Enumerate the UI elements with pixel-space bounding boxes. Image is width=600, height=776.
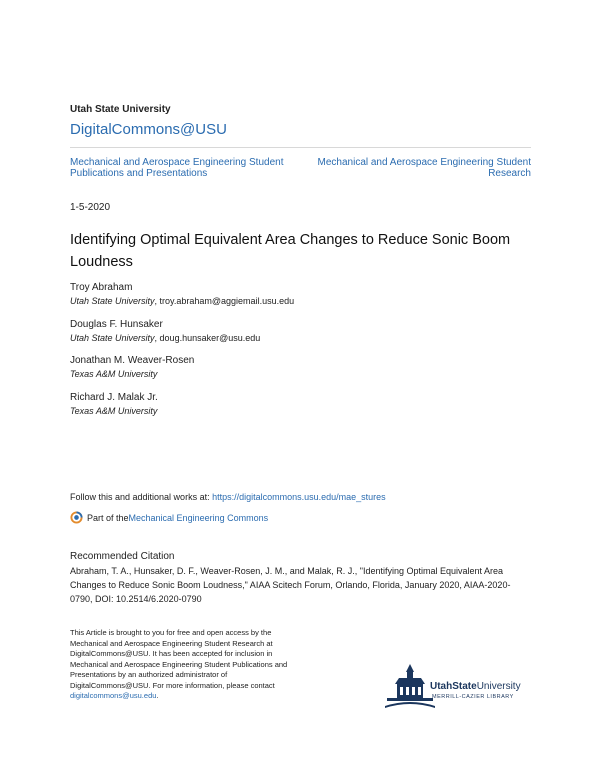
author-name: Jonathan M. Weaver-Rosen <box>70 355 195 366</box>
access-end: . <box>156 691 159 700</box>
contact-email-link[interactable]: digitalcommons@usu.edu <box>70 691 157 700</box>
repository-link[interactable]: DigitalCommons@USU <box>70 121 227 138</box>
affiliation-institution: Texas A&M University <box>70 406 158 416</box>
network-commons-icon <box>70 511 83 524</box>
author-name: Richard J. Malak Jr. <box>70 392 158 403</box>
follow-line <box>70 492 386 502</box>
publication-date: 1-5-2020 <box>70 202 111 213</box>
affiliation-institution: Utah State University <box>70 333 155 343</box>
article-title: Identifying Optimal Equivalent Area Changes to Reduce Sonic Boom Loudness <box>70 232 511 270</box>
series-link-right[interactable] <box>281 157 531 179</box>
series-left-line2: Publications and Presentations <box>70 168 208 179</box>
series-right-line1: Mechanical and Aerospace Engineering Student <box>317 157 531 168</box>
series-right-line2: Research <box>488 168 531 179</box>
author-affiliation <box>70 333 260 343</box>
author-affiliation <box>70 369 157 379</box>
logo-subline: MERRILL-CAZIER LIBRARY <box>432 694 514 700</box>
affiliation-institution: Texas A&M University <box>70 369 158 379</box>
author-affiliation <box>70 296 294 306</box>
author-affiliation <box>70 406 157 416</box>
logo-name-thin: University <box>476 681 521 692</box>
follow-link[interactable]: https://digitalcommons.usu.edu/mae_stures <box>212 492 386 502</box>
part-of-prefix: Part of the <box>87 512 129 523</box>
logo-name-bold: UtahState <box>430 681 477 692</box>
logo-wordmark <box>430 681 521 692</box>
citation-text: Abraham, T. A., Hunsaker, D. F., Weaver-Rosen, J. M., and Malak, R. J., "Identifying Optimal Equivalent Area Changes to Reduce Sonic Boom Loudness," AIAA Scitech Forum, Orlando, Florida, January 2020, AIAA-2020-0790, DOI: 10.2514/6.2020-0790 <box>70 566 511 604</box>
affiliation-institution: Utah State University <box>70 296 155 306</box>
commons-link[interactable]: Mechanical Engineering Commons <box>128 512 269 523</box>
author-email: , troy.abraham@aggiemail.usu.edu <box>154 296 295 306</box>
series-left-line1: Mechanical and Aerospace Engineering Student <box>70 157 284 168</box>
author-name: Troy Abraham <box>70 282 133 293</box>
author-email: , doug.hunsaker@usu.edu <box>154 333 261 343</box>
access-text: This Article is brought to you for free and open access by the Mechanical and Aerospace Engineering Student Research at DigitalCommons@USU. It has been accepted for inclusion in Mechanical and Aerospace Engineering Student Publications and Presentations by an authorized administrator of DigitalCommons@USU. For more information, please contact <box>70 628 288 690</box>
part-of-line <box>70 511 268 524</box>
recommended-citation-heading: Recommended Citation <box>70 551 175 562</box>
institution-name: Utah State University <box>70 104 171 115</box>
follow-prefix: Follow this and additional works at: <box>70 492 213 502</box>
author-name: Douglas F. Hunsaker <box>70 319 163 330</box>
divider <box>70 147 531 148</box>
access-notice <box>70 628 305 702</box>
